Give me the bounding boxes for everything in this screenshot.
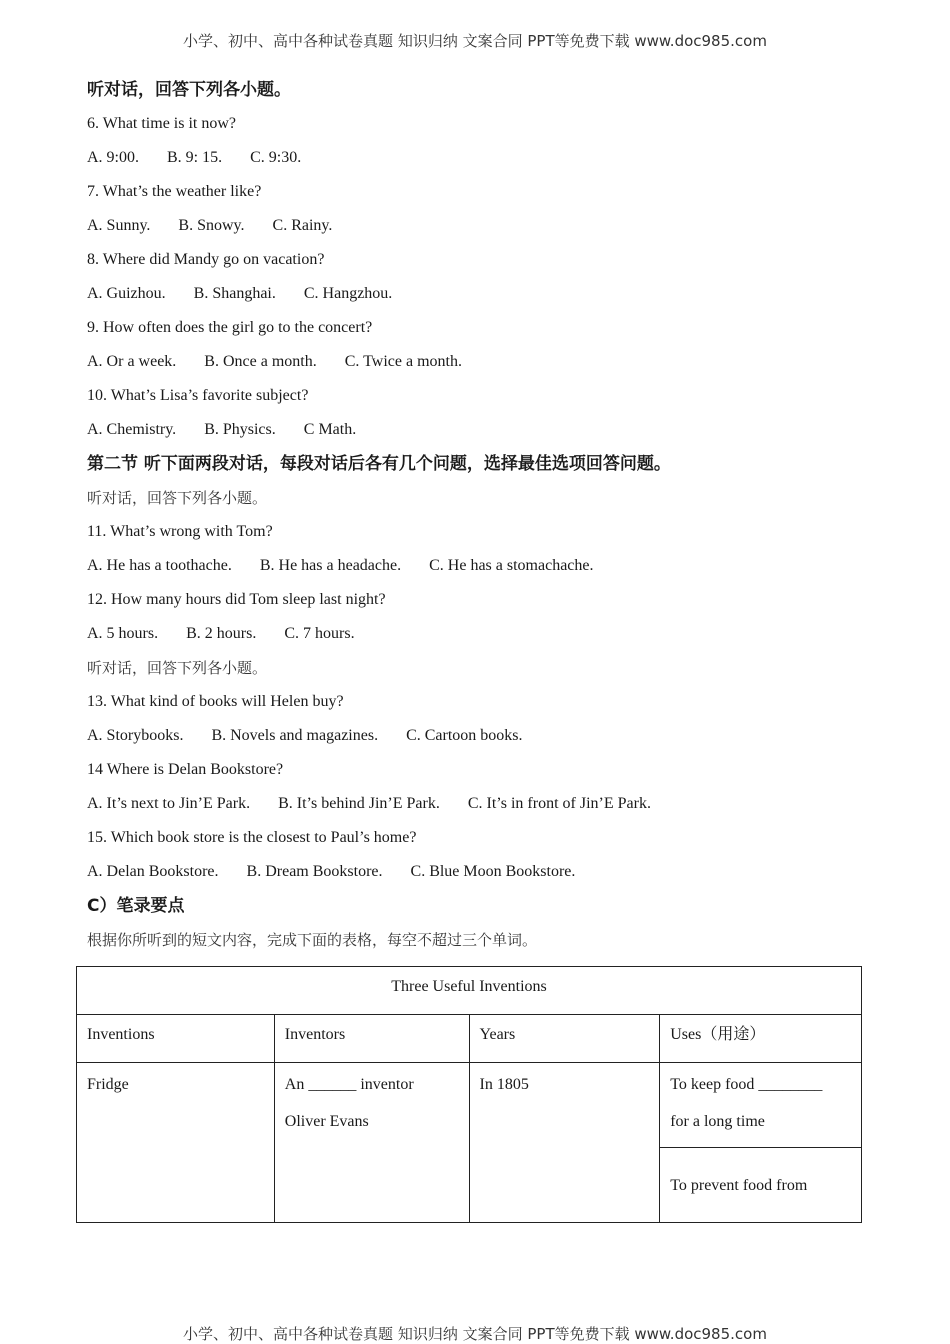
option: B. Shanghai. <box>193 285 276 302</box>
question-12: 12. How many hours did Tom sleep last night? <box>87 591 386 608</box>
inventions-table <box>76 966 862 1223</box>
option: C. It’s in front of Jin’E Park. <box>467 795 651 812</box>
cell-text: In 1805 <box>479 1076 529 1093</box>
options-8 <box>87 282 867 316</box>
option: B. Once a month. <box>204 353 317 370</box>
table-title: Three Useful Inventions <box>77 967 862 1015</box>
instruction: 根据你所听到的短文内容，完成下面的表格，每空不超过三个单词。 <box>87 931 538 949</box>
instruction: 听对话，回答下列各小题。 <box>87 659 268 677</box>
option: B. Dream Bookstore. <box>246 863 383 880</box>
option: A. Guizhou. <box>87 285 166 302</box>
instruction: 听对话，回答下列各小题。 <box>87 489 268 507</box>
section-heading: 听对话，回答下列各小题。 <box>87 80 291 100</box>
option: A. Or a week. <box>87 353 177 370</box>
options-13 <box>87 724 867 758</box>
option: A. Storybooks. <box>87 727 184 744</box>
options-9 <box>87 350 867 384</box>
table-header: Inventions <box>77 1015 275 1063</box>
page-header: 小学、初中、高中各种试卷真题 知识归纳 文案合同 PPT等免费下载 www.doc985.com <box>183 32 767 50</box>
section-heading: 第二节 听下面两段对话，每段对话后各有几个问题，选择最佳选项回答问题。 <box>87 454 671 474</box>
cell-text: To prevent food from <box>670 1176 808 1194</box>
table-cell-use <box>660 1063 862 1148</box>
question-11: 11. What’s wrong with Tom? <box>87 523 273 540</box>
option: B. It’s behind Jin’E Park. <box>278 795 440 812</box>
option: B. 9: 15. <box>167 149 223 166</box>
question-13: 13. What kind of books will Helen buy? <box>87 693 344 710</box>
cell-text: for a long time <box>670 1113 765 1130</box>
option: C. 7 hours. <box>284 625 355 642</box>
options-11 <box>87 554 867 588</box>
options-15 <box>87 860 867 894</box>
option: A. Delan Bookstore. <box>87 863 219 880</box>
question-14: 14 Where is Delan Bookstore? <box>87 761 284 778</box>
cell-text: Oliver Evans <box>284 1113 369 1130</box>
option: A. 5 hours. <box>87 625 159 642</box>
exam-content <box>87 78 867 962</box>
table-cell-year <box>469 1063 660 1223</box>
option: A. Chemistry. <box>87 421 177 438</box>
options-10 <box>87 418 867 452</box>
table-header: Uses（用途） <box>660 1015 862 1063</box>
option: B. 2 hours. <box>186 625 257 642</box>
table-header: Years <box>469 1015 660 1063</box>
option: A. It’s next to Jin’E Park. <box>87 795 251 812</box>
options-12 <box>87 622 867 656</box>
table-header: Inventors <box>274 1015 469 1063</box>
option: C. 9:30. <box>250 149 302 166</box>
option: C. Twice a month. <box>344 353 462 370</box>
cell-text: An ______ inventor <box>284 1076 414 1093</box>
option: A. He has a toothache. <box>87 557 232 574</box>
option: C. Rainy. <box>272 217 333 234</box>
table-cell-invention <box>77 1063 275 1223</box>
question-10: 10. What’s Lisa’s favorite subject? <box>87 387 309 404</box>
option: A. 9:00. <box>87 149 139 166</box>
option: C. He has a stomachache. <box>429 557 594 574</box>
option: B. Novels and magazines. <box>211 727 379 744</box>
cell-text: To keep food ________ <box>670 1076 823 1093</box>
question-9: 9. How often does the girl go to the concert? <box>87 319 373 336</box>
option: C. Hangzhou. <box>303 285 393 302</box>
option: B. Snowy. <box>178 217 245 234</box>
options-6 <box>87 146 867 180</box>
table-cell-inventor <box>274 1063 469 1223</box>
option: C. Cartoon books. <box>406 727 523 744</box>
options-14 <box>87 792 867 826</box>
option: B. Physics. <box>204 421 276 438</box>
option: C. Blue Moon Bookstore. <box>410 863 576 880</box>
option: A. Sunny. <box>87 217 151 234</box>
section-heading: C）笔录要点 <box>87 896 185 916</box>
question-6: 6. What time is it now? <box>87 115 237 132</box>
question-7: 7. What’s the weather like? <box>87 183 262 200</box>
question-8: 8. Where did Mandy go on vacation? <box>87 251 325 268</box>
cell-text: Fridge <box>87 1076 129 1093</box>
table-cell-use <box>660 1148 862 1223</box>
option: C Math. <box>303 421 357 438</box>
options-7 <box>87 214 867 248</box>
option: B. He has a headache. <box>259 557 402 574</box>
question-15: 15. Which book store is the closest to Paul’s home? <box>87 829 417 846</box>
page-footer: 小学、初中、高中各种试卷真题 知识归纳 文案合同 PPT等免费下载 www.doc985.com <box>183 1325 767 1343</box>
